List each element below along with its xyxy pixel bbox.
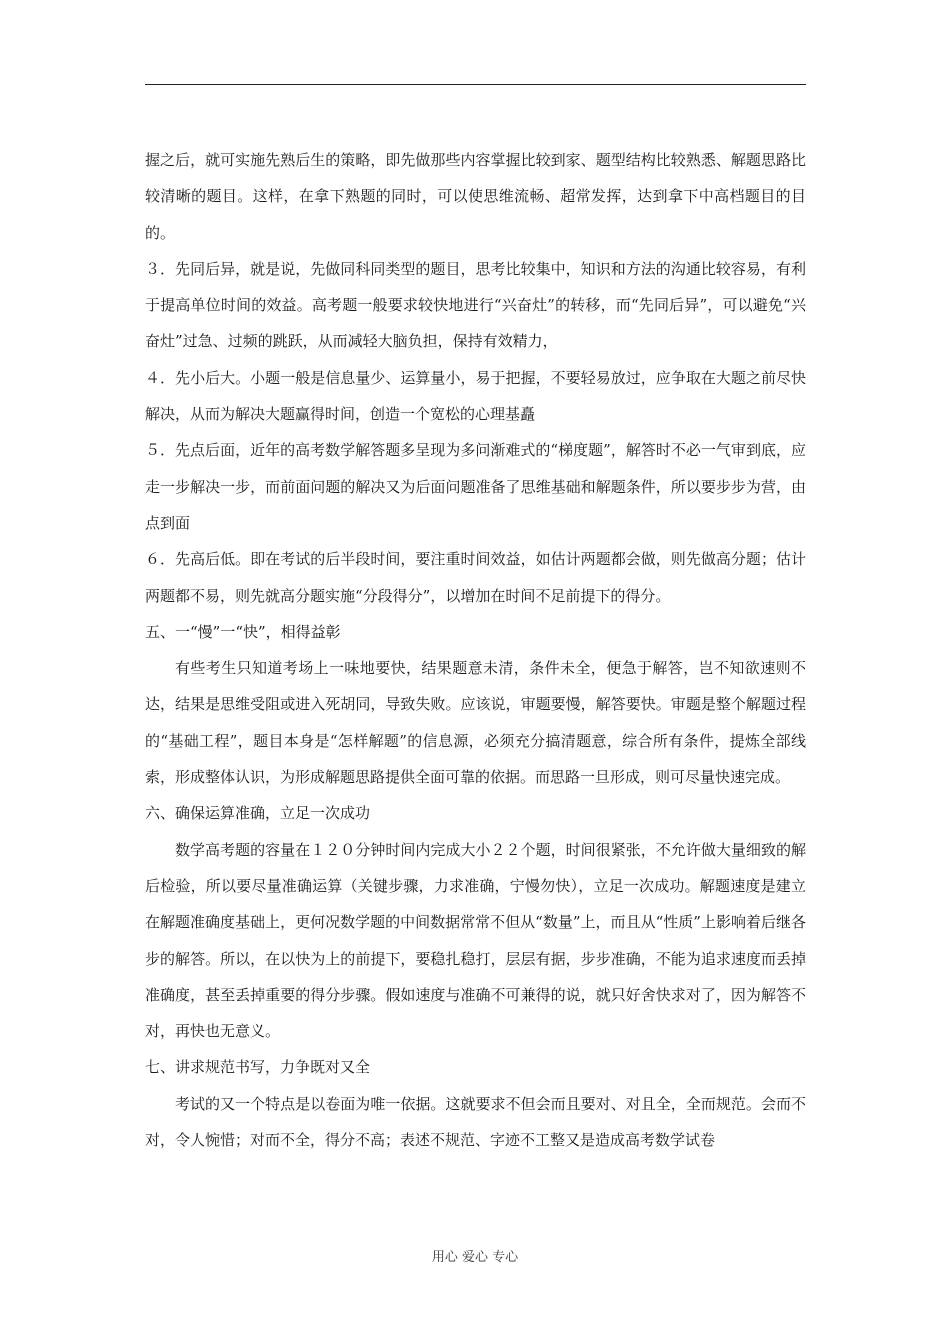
paragraph-section-5: 有些考生只知道考场上一味地要快，结果题意未清，条件未全，便急于解答，岂不知欲速则不达，结果是思维受阻或进入死胡同，导致失败。应该说，审题要慢，解答要快。审题是整个解题过程的“基础工程”，题目本身是“怎样解题”的信息源，必须充分搞清题意，综合所有条件，提炼全部线索，形成整体认识，为形成解题思路提供全面可靠的依据。而思路一旦形成，则可尽量快速完成。 <box>145 659 806 787</box>
section-heading-5: 五、一“慢”一“快”，相得益彰 <box>145 622 341 641</box>
section-heading-6: 六、确保运算准确，立足一次成功 <box>145 804 371 823</box>
paragraph-section-7: 考试的又一个特点是以卷面为唯一依据。这就要求不但会而且要对、对且全，全而规范。会而不对，令人惋惜；对而不全，得分不高；表述不规范、字迹不工整又是造成高考数学试卷 <box>145 1094 806 1150</box>
paragraph-section-6: 数学高考题的容量在１２０分钟时间内完成大小２２个题，时间很紧张，不允许做大量细致的解后检验，所以要尽量准确运算（关键步骤，力求准确，宁慢勿快），立足一次成功。解题速度是建立在解题准确度基础上，更何况数学题的中间数据常常不但从“数量”上，而且从“性质”上影响着后继各步的解答。所以，在以快为上的前提下，要稳扎稳打，层层有据，步步准确，不能为追求速度而丢掉准确度，甚至丢掉重要的得分步骤。假如速度与准确不可兼得的说，就只好舍快求对了，因为解答不对，再快也无意义。 <box>145 840 806 1041</box>
page-footer: 用心 爱心 专心 <box>431 1250 519 1265</box>
paragraph-item-6: ６．先高后低。即在考试的后半段时间，要注重时间效益，如估计两题都会做，则先做高分题；估计两题都不易，则先就高分题实施“分段得分”，以增加在时间不足前提下的得分。 <box>145 550 806 605</box>
paragraph-continued: 握之后，就可实施先熟后生的策略，即先做那些内容掌握比较到家、题型结构比较熟悉、解题思路比较清晰的题目。这样，在拿下熟题的同时，可以使思维流畅、超常发挥，达到拿下中高档题目的目的。 <box>145 151 806 242</box>
body-text <box>145 142 806 1158</box>
section-heading-7: 七、讲求规范书写，力争既对又全 <box>145 1058 371 1077</box>
paragraph-item-3: ３．先同后异，就是说，先做同科同类型的题目，思考比较集中，知识和方法的沟通比较容易，有利于提高单位时间的效益。高考题一般要求较快地进行“兴奋灶”的转移，而“先同后异”，可以避免“兴奋灶”过急、过频的跳跃，从而减轻大脑负担，保持有效精力， <box>145 259 806 351</box>
header-rule <box>145 84 806 85</box>
paragraph-item-5: ５．先点后面，近年的高考数学解答题多呈现为多问渐难式的“梯度题”，解答时不必一气审到底，应走一步解决一步，而前面问题的解决又为后面问题准备了思维基础和解题条件，所以要步步为营，由点到面 <box>145 441 806 532</box>
paragraph-item-4: ４．先小后大。小题一般是信息量少、运算量小，易于把握，不要轻易放过，应争取在大题之前尽快解决，从而为解决大题赢得时间，创造一个宽松的心理基矗 <box>145 368 806 424</box>
